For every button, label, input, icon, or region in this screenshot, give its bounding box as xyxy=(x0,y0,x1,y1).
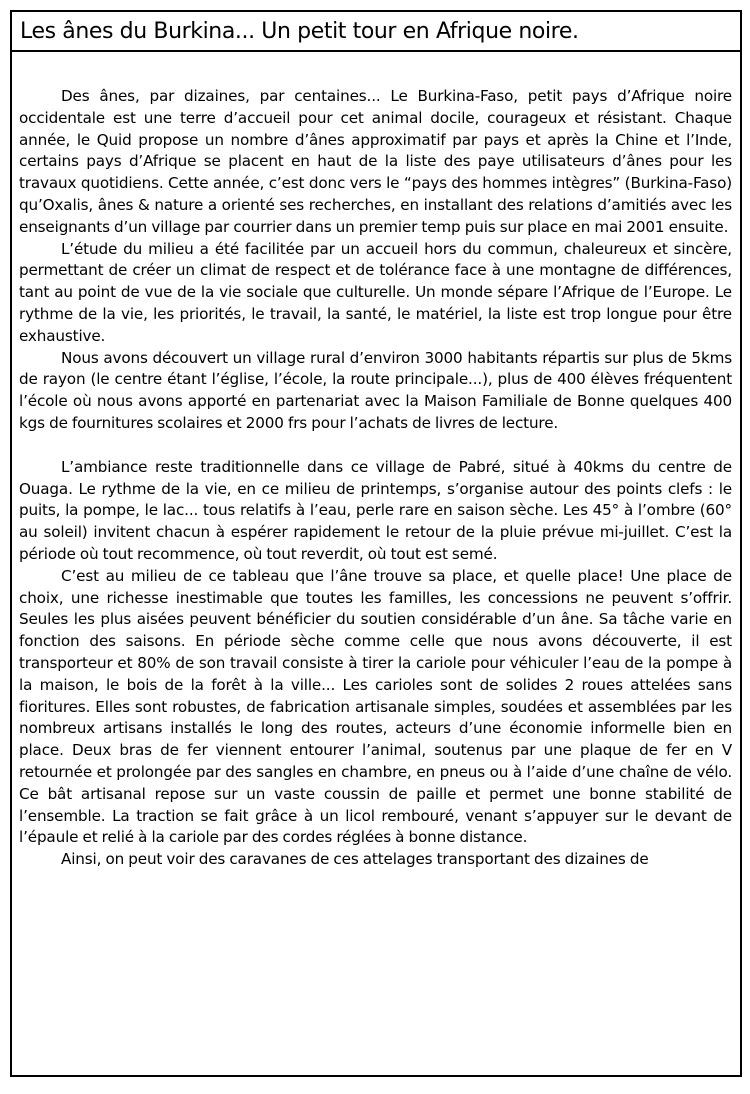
paragraph-5: C’est au milieu de ce tableau que l’âne trouve sa place, et quelle place! Une place de choix, une richesse inestimable que toutes les familles, les concessions ne peuvent s’offrir. Seules les plus aisées peuvent bénéficier du soutien considérable d’un âne. Sa tâche varie en fonction des saisons. En période sèche comme celle que nous avons découverte, il est transporteur et 80% de son travail consiste à tirer la cariole pour véhiculer l’eau de la pompe à la maison, le bois de la forêt à la ville... Les carioles sont de solides 2 roues attelées sans fioritures. Elles sont robustes, de fabrication artisanale simples, soudées et assemblées par les nombreux artisans installés le long des routes, acteurs d’une économie informelle bien en place. Deux bras de fer viennent entourer l’animal, soutenus par une plaque de fer en V retournée et prolongée par des sangles en chambre, en pneus ou à l’aide d’une chaîne de vélo. Ce bât artisanal repose sur un vaste coussin de paille et permet une bonne stabilité de l’ensemble. La traction se fait grâce à un licol rembouré, venant s’appuyer sur le devant de l’épaule et relié à la cariole par des cordes réglées à bonne distance. xyxy=(19,566,732,847)
article-body xyxy=(12,52,740,871)
paragraph-2: L’étude du milieu a été facilitée par un accueil hors du commun, chaleureux et sincère, permettant de créer un climat de respect et de tolérance face à une montagne de différences, tant au point de vue de la vie sociale que culturelle. Un monde sépare l’Afrique de l’Europe. Le rythme de la vie, les priorités, le travail, la santé, le matériel, la liste est trop longue pour être exhaustive. xyxy=(19,239,732,345)
title-bar xyxy=(12,12,740,52)
article-frame xyxy=(10,10,742,1077)
paragraph-6: Ainsi, on peut voir des caravanes de ces attelages transportant des dizaines de xyxy=(61,850,649,869)
paragraph-3: Nous avons découvert un village rural d’environ 3000 habitants répartis sur plus de 5kms de rayon (le centre étant l’église, l’école, la route principale...), plus de 400 élèves fréquentent l’école où nous avons apporté en partenariat avec la Maison Familiale de Bonne quelques 400 kgs de fournitures scolaires et 2000 frs pour l’achats de livres de lecture. xyxy=(19,348,732,432)
paragraph-1: Des ânes, par dizaines, par centaines... Le Burkina-Faso, petit pays d’Afrique noire occidentale est une terre d’accueil pour cet animal docile, courageux et résistant. Chaque année, le Quid propose un nombre d’ânes approximatif par pays et après la Chine et l’Inde, certains pays d’Afrique se placent en haut de la liste des paye utilisateurs d’ânes pour les travaux quotidiens. Cette année, c’est donc vers le “pays des hommes intègres” (Burkina-Faso) qu’Oxalis, ânes & nature a orienté ses recherches, en installant des relations d’amitiés avec les enseignants d’un village par courrier dans un premier temp puis sur place en mai 2001 ensuite. xyxy=(19,87,732,236)
article-title: Les ânes du Burkina... Un petit tour en Afrique noire. xyxy=(20,18,579,44)
paragraph-4: L’ambiance reste traditionnelle dans ce village de Pabré, situé à 40kms du centre de Ouaga. Le rythme de la vie, en ce milieu de printemps, s’organise autour des points clefs : le puits, la pompe, le lac... tous relatifs à l’eau, perle rare en saison sèche. Les 45° à l’ombre (60° au soleil) invitent chacun à espérer rapidement le retour de la pluie prévue mi-juillet. C’est la période où tout recommence, où tout reverdit, où tout est semé. xyxy=(19,457,732,563)
section-gap xyxy=(19,435,732,457)
